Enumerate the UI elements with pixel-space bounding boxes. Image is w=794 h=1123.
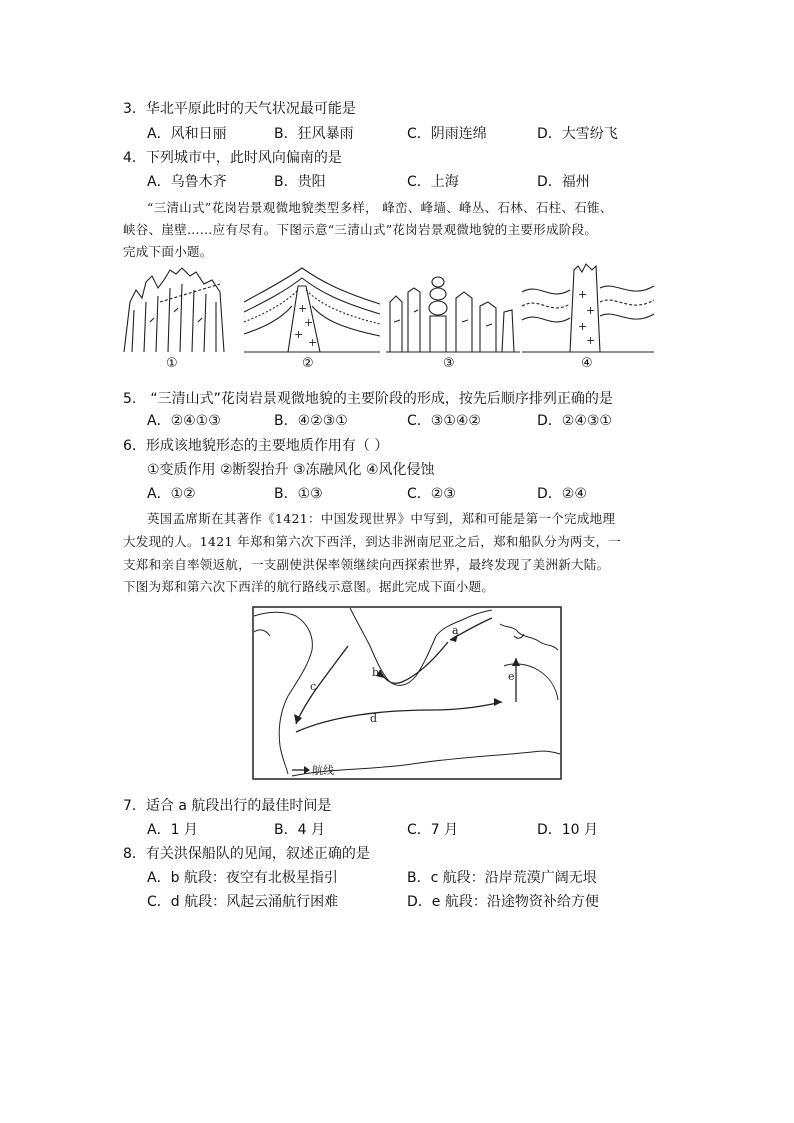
- svg-text:+: +: [586, 304, 596, 317]
- q8-option-a[interactable]: A．b 航段：夜空有北极星指引: [147, 870, 338, 886]
- question-6-stem: 6．形成该地貌形态的主要地质作用有（ ）: [123, 438, 389, 454]
- q8-option-c[interactable]: C．d 航段：风起云涌航行困难: [147, 894, 339, 910]
- stage-2-intrusion-drawing: [244, 268, 380, 352]
- legend-route-label: 航线: [312, 764, 334, 777]
- passage1-line-2: 峡谷、崖壁……应有尽有。下图示意“三清山式”花岗岩景观微地貌的主要形成阶段。: [123, 222, 598, 237]
- route-label-d: d: [370, 712, 378, 725]
- question-5-options: [0, 410, 794, 430]
- q6-option-a[interactable]: A．①②: [147, 486, 196, 502]
- svg-text:+: +: [298, 302, 308, 315]
- q3-option-d[interactable]: D．大雪纷飞: [537, 126, 618, 142]
- question-6-items: ①变质作用 ②断裂抬升 ③冻融风化 ④风化侵蚀: [147, 462, 435, 478]
- landform-stages-figure: [120, 262, 660, 374]
- question-6-options: [0, 483, 794, 503]
- passage1-line-1: “三清山式”花岗岩景观微地貌类型多样， 峰峦、峰墙、峰丛、石林、石柱、石锥、: [147, 200, 613, 215]
- route-label-e: e: [508, 670, 515, 683]
- question-7-options: [0, 819, 794, 839]
- q6-option-b[interactable]: B．①③: [274, 486, 323, 502]
- q3-option-a[interactable]: A．风和日丽: [147, 126, 227, 142]
- q5-option-b[interactable]: B．④②③①: [274, 413, 348, 429]
- q5-option-d[interactable]: D．②④③①: [537, 413, 612, 429]
- passage1-line-3: 完成下面小题。: [123, 244, 213, 259]
- svg-text:+: +: [308, 336, 318, 349]
- q8-option-d[interactable]: D．e 航段：沿途物资补给方便: [407, 894, 599, 910]
- question-5-stem: 5． “三清山式”花岗岩景观微地貌的主要阶段的形成，按先后顺序排列正确的是: [123, 391, 613, 407]
- stage-4-uplift-drawing: [522, 264, 654, 352]
- q4-option-c[interactable]: C．上海: [407, 174, 459, 190]
- svg-text:+: +: [304, 316, 314, 329]
- q3-option-c[interactable]: C．阴雨连绵: [407, 126, 487, 142]
- q7-option-c[interactable]: C．7 月: [407, 822, 459, 838]
- q7-option-b[interactable]: B．4 月: [274, 822, 325, 838]
- svg-text:+: +: [578, 320, 588, 333]
- route-label-c: c: [310, 680, 317, 693]
- route-map: [252, 606, 564, 782]
- stage-3-pillars-drawing: [386, 277, 520, 352]
- q5-option-a[interactable]: A．②④①③: [147, 413, 221, 429]
- figure1-label-2: ②: [302, 356, 314, 371]
- q8-option-b[interactable]: B．c 航段：沿岸荒漠广阔无垠: [407, 870, 597, 886]
- question-4-stem: 4．下列城市中，此时风向偏南的是: [123, 150, 342, 166]
- question-3-options: [0, 123, 794, 143]
- route-label-a: a: [452, 624, 459, 637]
- q4-option-b[interactable]: B．贵阳: [274, 174, 326, 190]
- q7-option-d[interactable]: D．10 月: [537, 822, 599, 838]
- question-8-stem: 8．有关洪保船队的见闻，叙述正确的是: [123, 846, 370, 862]
- passage2-line-1: 英国孟席斯在其著作《1421：中国发现世界》中写到，郑和可能是第一个完成地理: [147, 511, 616, 526]
- svg-text:+: +: [294, 328, 304, 341]
- question-4-options: [0, 171, 794, 191]
- q7-option-a[interactable]: A．1 月: [147, 822, 198, 838]
- q5-option-c[interactable]: C．③①④②: [407, 413, 481, 429]
- question-7-stem: 7．适合 a 航段出行的最佳时间是: [123, 798, 332, 814]
- route-label-b: b: [372, 666, 380, 679]
- q6-option-d[interactable]: D．②④: [537, 486, 587, 502]
- q4-option-d[interactable]: D．福州: [537, 174, 590, 190]
- figure1-label-3: ③: [443, 356, 455, 371]
- svg-text:+: +: [586, 334, 596, 347]
- stage-1-peaks-drawing: [124, 268, 224, 352]
- svg-text:+: +: [578, 288, 588, 301]
- q4-option-a[interactable]: A．乌鲁木齐: [147, 174, 227, 190]
- passage2-line-4: 下图为郑和第六次下西洋的航行路线示意图。据此完成下面小题。: [123, 579, 495, 594]
- figure1-label-4: ④: [581, 356, 593, 371]
- question-8-options: [0, 867, 794, 913]
- figure1-label-1: ①: [166, 356, 178, 371]
- passage2-line-2: 大发现的人。1421 年郑和第六次下西洋，到达非洲南尼亚之后，郑和船队分为两支，一: [123, 534, 622, 549]
- q3-option-b[interactable]: B．狂风暴雨: [274, 126, 354, 142]
- q6-option-c[interactable]: C．②③: [407, 486, 456, 502]
- question-3-stem: 3．华北平原此时的天气状况最可能是: [123, 101, 356, 117]
- passage2-line-3: 支郑和亲自率领返航，一支副使洪保率领继续向西探索世界，最终发现了美洲新大陆。: [123, 557, 610, 572]
